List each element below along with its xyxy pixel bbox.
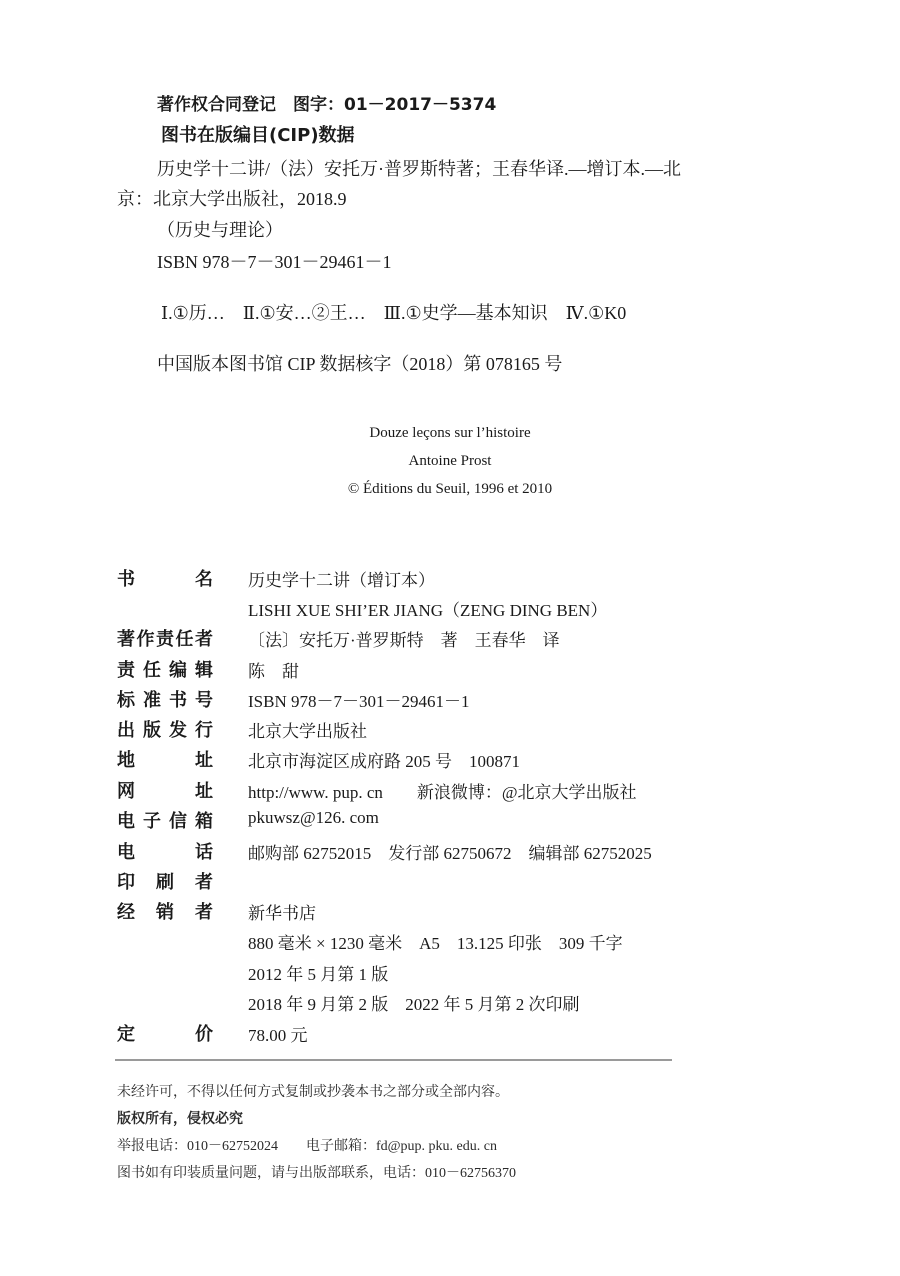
value-book-title: 历史学十二讲（增订本） (248, 571, 435, 590)
cip-entry-line1: 历史学十二讲/（法）安托万·普罗斯特著；王春华译.—增订本.—北 (157, 159, 681, 179)
value-current-edition: 2018 年 9 月第 2 版 2022 年 5 月第 2 次印刷 (248, 995, 580, 1014)
cip-entry-line2: 京：北京大学出版社，2018.9 (117, 189, 347, 209)
label-editor: 责 任 编 辑 (117, 660, 213, 681)
value-specs: 880 毫米 × 1230 毫米 A5 13.125 印张 309 千字 (248, 934, 623, 953)
label-address: 地 址 (117, 750, 213, 771)
original-author: Antoine Prost (408, 453, 492, 469)
cip-isbn: ISBN 978－7－301－29461－1 (157, 252, 392, 272)
cip-heading: 图书在版编目(CIP)数据 (161, 125, 355, 146)
reproduction-notice: 未经许可，不得以任何方式复制或抄袭本书之部分或全部内容。 (117, 1085, 509, 1100)
value-author: 〔法〕安托万·普罗斯特 著 王春华 译 (248, 631, 560, 650)
label-distributor: 经 销 者 (117, 902, 213, 923)
value-email[interactable]: pkuwsz@126. com (248, 808, 379, 827)
value-price: 78.00 元 (248, 1026, 308, 1045)
label-author: 著 作 责 任 者 (117, 629, 213, 650)
cip-classification: Ⅰ.①历… Ⅱ.①安…②王… Ⅲ.①史学—基本知识 Ⅳ.①K0 (161, 303, 627, 323)
cip-number: 中国版本图书馆 CIP 数据核字（2018）第 078165 号 (157, 354, 563, 374)
value-phone: 邮购部 62752015 发行部 62750672 编辑部 62752025 (248, 844, 652, 863)
divider-rule (115, 1059, 672, 1061)
label-email: 电 子 信 箱 (117, 811, 213, 832)
value-isbn: ISBN 978－7－301－29461－1 (248, 692, 470, 711)
report-contact: 举报电话：010－62752024 电子邮箱：fd@pup. pku. edu. cn (117, 1139, 497, 1154)
value-first-edition: 2012 年 5 月第 1 版 (248, 965, 389, 984)
label-website: 网 址 (117, 781, 213, 802)
value-book-title-pinyin: LISHI XUE SHI’ER JIANG（ZENG DING BEN） (248, 601, 608, 620)
original-title: Douze leçons sur l’histoire (369, 425, 531, 441)
value-website[interactable]: http://www. pup. cn 新浪微博：@北京大学出版社 (248, 783, 637, 802)
label-price: 定 价 (117, 1024, 213, 1045)
label-isbn: 标 准 书 号 (117, 690, 213, 711)
value-editor: 陈 甜 (248, 662, 299, 681)
label-publisher: 出 版 发 行 (117, 720, 213, 741)
original-copyright: © Éditions du Seuil, 1996 et 2010 (347, 481, 553, 497)
quality-contact: 图书如有印装质量问题，请与出版部联系，电话：010－62756370 (117, 1166, 516, 1181)
value-address: 北京市海淀区成府路 205 号 100871 (248, 752, 520, 771)
rights-reserved: 版权所有，侵权必究 (117, 1111, 243, 1127)
label-book-title: 书 名 (117, 569, 213, 590)
label-printer: 印 刷 者 (117, 872, 213, 893)
copyright-registration: 著作权合同登记 图字：01－2017－5374 (157, 95, 497, 115)
value-distributor: 新华书店 (248, 904, 316, 923)
value-publisher: 北京大学出版社 (248, 722, 367, 741)
cip-series: （历史与理论） (157, 220, 283, 240)
label-phone: 电 话 (117, 842, 213, 863)
